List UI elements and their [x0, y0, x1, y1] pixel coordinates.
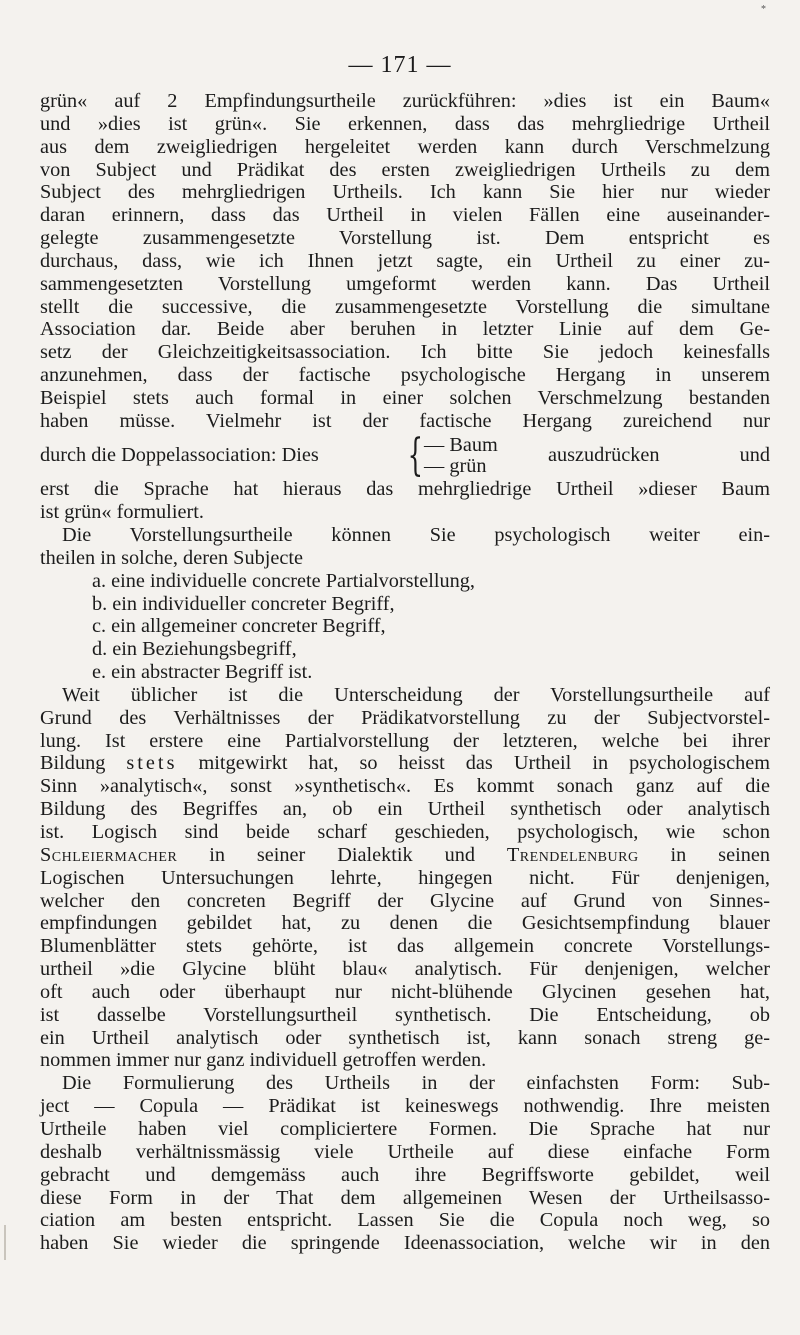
text-line: von Subject und Prädikat des ersten zweigliedrigen Urtheils zu dem — [40, 158, 770, 181]
author-name: Schleiermacher — [40, 843, 178, 866]
scan-edge-mark — [4, 1225, 6, 1260]
text-line: Die Vorstellungsurtheile können Sie psychologisch weiter ein- — [62, 524, 770, 547]
text-line: ist grün« formuliert. — [40, 501, 204, 524]
text-line: ein Urtheil analytisch oder synthetisch ist, kann sonach streng ge- — [40, 1026, 770, 1049]
formula-lead: durch die Doppelassociation: Dies — [40, 444, 319, 467]
text-line: haben Sie wieder die springende Ideenassociation, welche wir in den — [40, 1232, 770, 1255]
text-line: welcher den concreten Begriff der Glycine auf Grund von Sinnes- — [40, 889, 770, 912]
text-line: ist. Logisch sind beide scharf geschieden, psychologisch, wie schon — [40, 821, 770, 843]
text-line-names — [40, 844, 770, 867]
list-item: e. ein abstracter Begriff ist. — [92, 661, 313, 684]
text-line: nommen immer nur ganz individuell getroffen werden. — [40, 1049, 487, 1072]
text-line: deshalb verhältnissmässig viele Urtheile auf diese einfache Form — [40, 1140, 770, 1163]
text-line: Association dar. Beide aber beruhen in letzter Linie auf dem Ge- — [40, 318, 770, 341]
text-line: diese Form in der That dem allgemeinen Wesen der Urtheilsasso- — [40, 1186, 770, 1209]
author-name: Trendelenburg — [506, 843, 639, 866]
page-number: — 171 — — [348, 52, 452, 78]
emphasis-spaced: stets — [126, 752, 178, 775]
text-line: aus dem zweigliedrigen hergeleitet werden kann durch Verschmelzung — [40, 135, 770, 158]
text-line: erst die Sprache hat hieraus das mehrgliedrige Urtheil »dieser Baum — [40, 478, 770, 501]
text-line: Grund des Verhältnisses der Prädikatvorstellung zu der Subjectvorstel- — [40, 706, 770, 729]
body-text — [40, 90, 770, 1255]
text-line: ciation am besten entspricht. Lassen Sie die Copula noch weg, so — [40, 1209, 770, 1232]
text-fragment: Bildung — [40, 752, 127, 775]
text-line: haben müsse. Vielmehr ist der factische Hergang zureichend nur — [40, 409, 770, 432]
formula-tail: auszudrücken und — [548, 444, 770, 467]
text-line: ject — Copula — Prädikat ist keineswegs nothwendig. Ihre meisten — [40, 1095, 770, 1118]
text-line: theilen in solche, deren Subjecte — [40, 546, 304, 569]
text-line-stets — [40, 752, 770, 775]
text-line: Beispiel stets auch formal in einer solchen Verschmelzung bestanden — [40, 386, 770, 409]
brace-icon: { — [407, 429, 423, 481]
list-item: b. ein individueller concreter Begriff, — [92, 592, 395, 615]
text-line: Bildung des Begriffes an, ob ein Urtheil synthetisch oder analytisch — [40, 798, 770, 821]
text-line: gebracht und demgemäss auch ihre Begriffsworte gebildet, weil — [40, 1163, 770, 1186]
text-line: und »dies ist grün«. Sie erkennen, dass das mehrgliedrige Urtheil — [40, 112, 770, 135]
list-item: c. ein allgemeiner concreter Begriff, — [92, 615, 386, 638]
text-line: daran erinnern, dass das Urtheil in vielen Fällen eine auseinander- — [40, 204, 770, 227]
text-line: setz der Gleichzeitigkeitsassociation. Ich bitte Sie jedoch keinesfalls — [40, 341, 770, 364]
text-fragment: in seinen — [638, 843, 770, 866]
text-line: sammengesetzten Vorstellung umgeformt werden kann. Das Urtheil — [40, 272, 770, 295]
text-line: Sinn »analytisch«, sonst »synthetisch«. Es kommt sonach ganz auf die — [40, 775, 770, 798]
text-line: empfindungen gebildet hat, zu denen die Gesichtsempfindung blauer — [40, 912, 770, 935]
text-line: urtheil »die Glycine blüht blau« analytisch. Für denjenigen, welcher — [40, 958, 770, 981]
formula-stack — [424, 435, 536, 477]
text-line: ist dasselbe Vorstellungsurtheil synthetisch. Die Entscheidung, ob — [40, 1003, 770, 1026]
association-formula — [40, 429, 770, 481]
list-item: d. ein Beziehungsbegriff, — [92, 638, 297, 661]
text-fragment: in seiner Dialektik und — [177, 843, 507, 866]
text-line: gelegte zusammengesetzte Vorstellung ist. Dem entspricht es — [40, 227, 770, 250]
formula-bottom: — grün — [424, 454, 487, 477]
corner-mark: * — [761, 4, 766, 15]
text-fragment: mitgewirkt hat, so heisst das Urtheil in psychologischem — [177, 752, 770, 775]
text-line: Blumenblätter stets gehörte, ist das allgemein concrete Vorstellungs- — [40, 935, 770, 958]
text-line: Urtheile haben viel compliciertere Formen. Die Sprache hat nur — [40, 1117, 770, 1140]
text-line: Logischen Untersuchungen lehrte, hingegen nicht. Für denjenigen, — [40, 866, 770, 889]
text-line: Die Formulierung des Urtheils in der einfachsten Form: Sub- — [62, 1072, 770, 1095]
text-line: durchaus, dass, wie ich Ihnen jetzt sagte, ein Urtheil zu einer zu- — [40, 249, 770, 272]
text-line: stellt die successive, die zusammengesetzte Vorstellung die simultane — [40, 295, 770, 318]
text-line: lung. Ist erstere eine Partialvorstellung der letzteren, welche bei ihrer — [40, 729, 770, 752]
text-line: grün« auf 2 Empfindungsurtheile zurückführen: »dies ist ein Baum« — [40, 90, 770, 112]
text-line: oft auch oder überhaupt nur nicht-blühende Glycinen gesehen hat, — [40, 980, 770, 1003]
text-line: Subject des mehrgliedrigen Urtheils. Ich kann Sie hier nur wieder — [40, 181, 770, 204]
formula-top: — Baum — [424, 433, 498, 456]
text-line: Weit üblicher ist die Unterscheidung der Vorstellungsurtheile auf — [62, 683, 770, 706]
text-line: anzunehmen, dass der factische psychologische Hergang in unserem — [40, 364, 770, 387]
list-item: a. eine individuelle concrete Partialvorstellung, — [92, 569, 475, 592]
